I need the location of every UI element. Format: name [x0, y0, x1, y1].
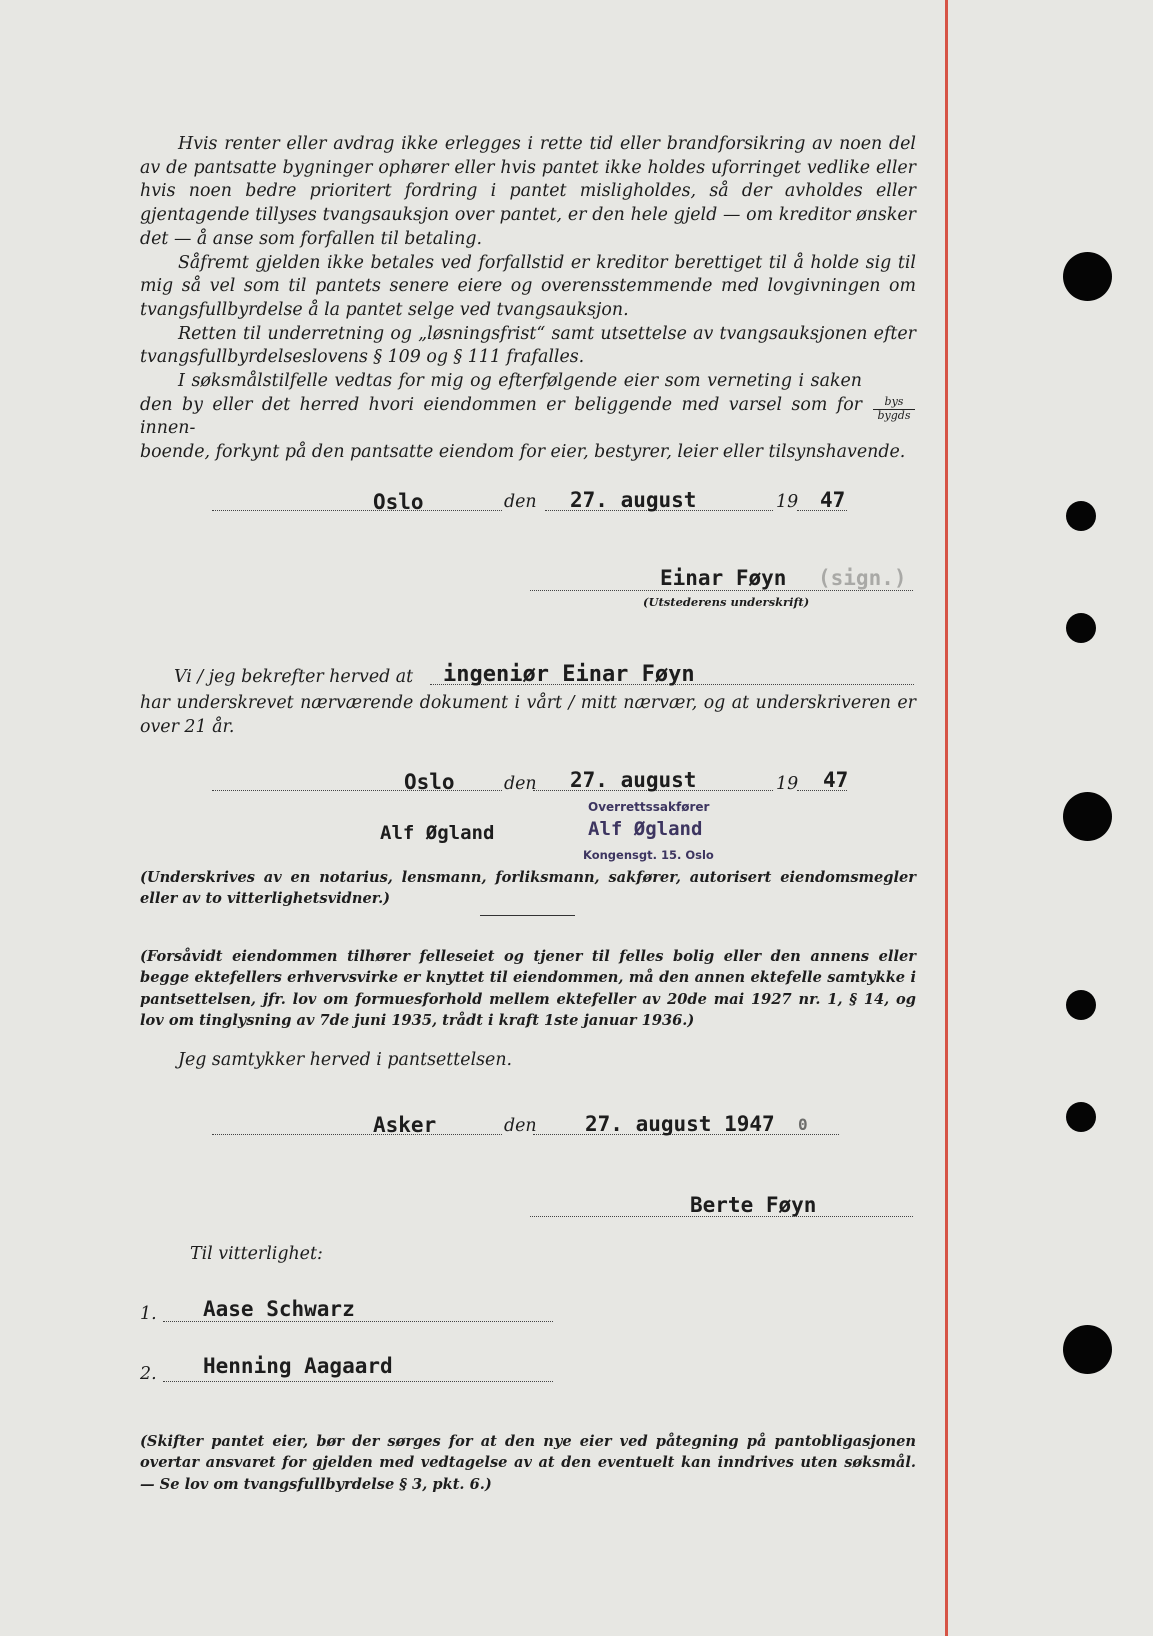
waiver-clause: Retten til underretning og „løsningsfrist“ samt utsettelse av tvangsauksjonen efter tvangsfullbyrdelseslovens § 109 og § 111 frafalles.	[140, 323, 916, 368]
confirm-lead: Vi / jeg bekrefter herved at	[174, 667, 414, 687]
sign3-place: Asker	[373, 1113, 437, 1137]
sign1-place: Oslo	[373, 490, 424, 514]
place-line	[212, 510, 502, 511]
sign1-year: 47	[820, 488, 846, 512]
sign3-suffix: 0	[798, 1115, 808, 1134]
venue-clause: I søksmålstilfelle vedtas for mig og efterfølgende eier som verneting i saken den by eller det herred hvori eiendommen er beliggende med varsel som for innen-	[140, 371, 862, 439]
sign2-place: Oslo	[404, 770, 455, 794]
notarius-note: (Underskrives av en notarius, lensmann, forliksmann, sakfører, autorisert eiendomsmegler eller av to vitterlighetsvidner.)	[140, 869, 916, 908]
sign3-den: den	[504, 1116, 537, 1136]
bys-bygds-fraction: bys bygds	[873, 396, 915, 422]
witnesses-label: Til vitterlighet:	[190, 1244, 323, 1264]
witness-1-name: Aase Schwarz	[203, 1297, 355, 1321]
punch-hole	[1063, 252, 1112, 301]
place-line-2	[212, 790, 502, 791]
sign1-date: 27. august	[570, 488, 697, 512]
confirm-name: ingeniør Einar Føyn	[443, 662, 695, 687]
punch-hole	[1066, 613, 1096, 643]
sign2-den: den	[504, 774, 537, 794]
sign1-year-prefix: 19	[776, 492, 799, 512]
terms-text	[140, 133, 916, 465]
spouse-line	[530, 1216, 913, 1217]
witness-2-number: 2.	[140, 1364, 157, 1384]
collection-clause: Såfremt gjelden ikke betales ved forfallstid er kreditor berettiget til å holde sig til mig så vel som til pantets senere eiere og overensstemmende med lovgivningen om tvangsfullbyrdelse å la pantet selge ved tvangsauksjon.	[140, 252, 916, 320]
sign2-date: 27. august	[570, 768, 697, 792]
lawyer-stamp-name: Alf Øgland	[588, 818, 703, 840]
issuer-sign-mark: (sign.)	[818, 566, 907, 590]
sign2-year-prefix: 19	[776, 774, 799, 794]
issuer-caption: (Utstederens underskrift)	[643, 595, 810, 609]
consent-text: Jeg samtykker herved i pantsettelsen.	[178, 1050, 513, 1070]
witness-1-line	[163, 1321, 553, 1322]
witness-2-line	[163, 1381, 553, 1382]
margin-line	[945, 0, 948, 1636]
sign3-date: 27. august 1947	[585, 1112, 775, 1136]
place-line-3	[212, 1134, 502, 1135]
spouse-signature: Berte Føyn	[690, 1193, 817, 1217]
sign1-den: den	[504, 492, 537, 512]
separator	[480, 915, 575, 916]
default-clause: Hvis renter eller avdrag ikke erlegges i rette tid eller brandforsikring av noen del av de pantsatte bygninger ophører eller hvis pantet ikke holdes uforringet vedlike eller hvis noen bedre prioritert fordring i pantet misligholdes, så der avholdes eller gjentagende tillyses tvangsauksjon over pantet, er den hele gjeld — om kreditor ønsker det — å anse som forfallen til betaling.	[140, 134, 916, 249]
witness-2-name: Henning Aagaard	[203, 1354, 393, 1378]
footer-note: (Skifter pantet eier, bør der sørges for at den nye eier ved påtegning på pantobligasjonen overtar ansvaret for gjelden med vedtagelse av at den eventuelt kan inndrives uten søksmål. — Se lov om tvangsfullbyrdelse § 3, pkt. 6.)	[140, 1433, 916, 1493]
lawyer-stamp-address: Kongensgt. 15. Oslo	[583, 848, 714, 862]
venue-clause-end: boende, forkynt på den pantsatte eiendom for eier, bestyrer, leier eller tilsynshavende.	[140, 442, 906, 463]
punch-hole	[1063, 1325, 1112, 1374]
confirm-rest: har underskrevet nærværende dokument i vårt / mitt nærvær, og at underskriveren er over 21 år.	[140, 693, 916, 737]
lawyer-stamp-title: Overrettssakfører	[588, 800, 710, 814]
punch-hole	[1066, 990, 1096, 1020]
punch-hole	[1066, 1102, 1096, 1132]
witness-1-number: 1.	[140, 1304, 157, 1324]
issuer-line	[530, 590, 913, 591]
punch-hole	[1066, 501, 1096, 531]
witness-signature: Alf Øgland	[380, 822, 495, 844]
sign2-year: 47	[823, 768, 849, 792]
spouse-note: (Forsåvidt eiendommen tilhører felleseiet og tjener til felles bolig eller den annens eller begge ektefellers erhvervsvirke er knyttet til eiendommen, må den annen ektefelle samtykke i pantsettelsen, jfr. lov om formuesforhold mellem ektefeller av 20de mai 1927 nr. 1, § 14, og lov om tinglysning av 7de juni 1935, trådt i kraft 1ste januar 1936.)	[140, 948, 916, 1030]
punch-hole	[1063, 792, 1112, 841]
issuer-signature: Einar Føyn	[660, 566, 787, 590]
